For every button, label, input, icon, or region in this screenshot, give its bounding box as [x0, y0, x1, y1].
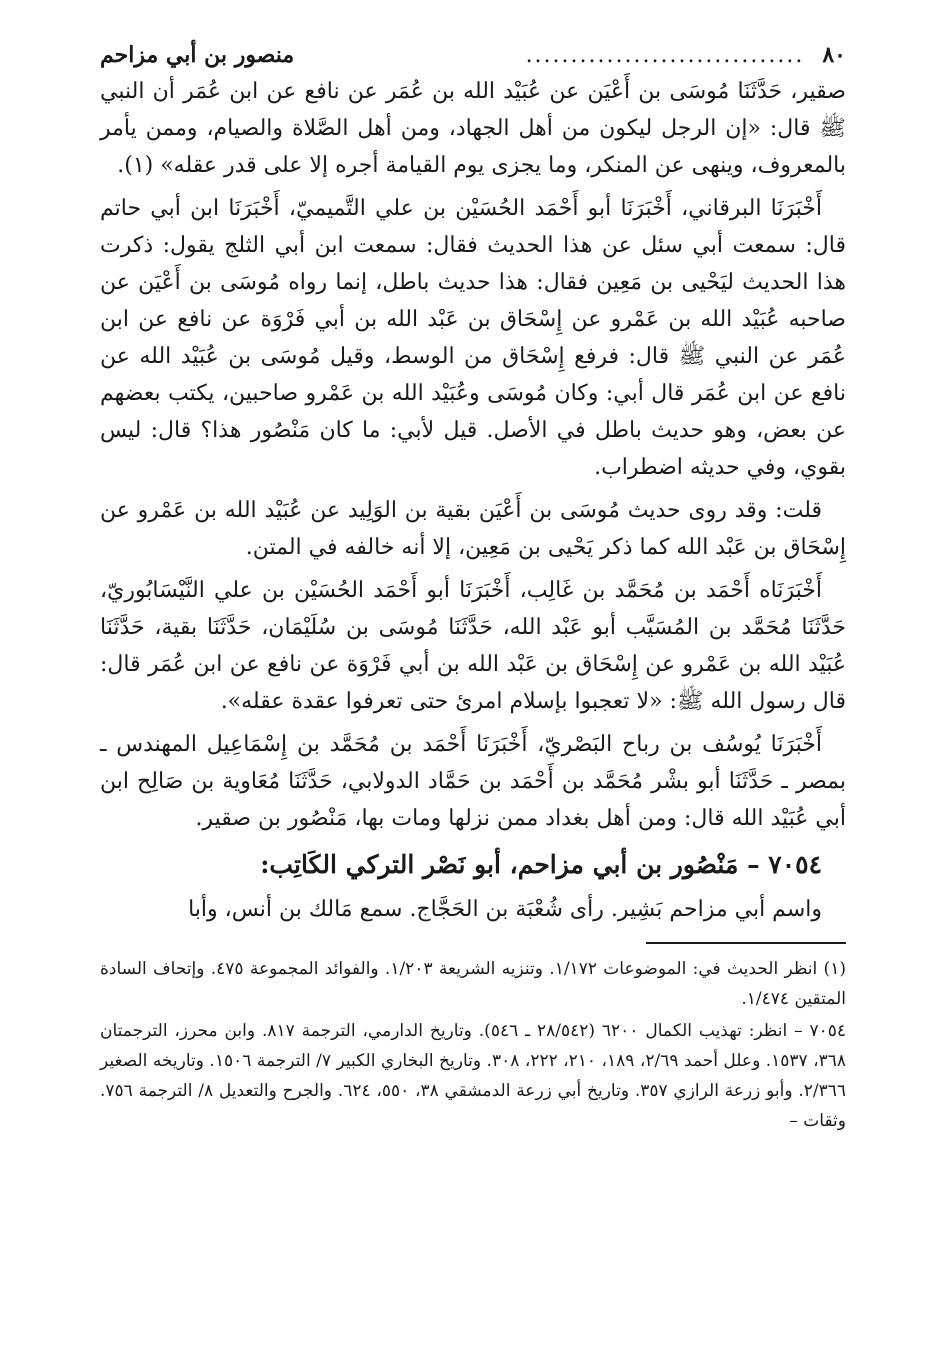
footnote-1: (١) انظر الحديث في: الموضوعات ١/١٧٢. وتنزيه الشريعة ١/٢٠٣. والفوائد المجموعة ٤٧٥. وإتحاف السادة المتقين ١/٤٧٤.: [100, 959, 846, 1009]
entry-text: واسم أبي مزاحم بَشِير. رأى شُعْبَة بن الحَجَّاج. سمع مَالك بن أنس، وأبا: [188, 897, 822, 922]
running-title: منصور بن أبي مزاحم: [100, 42, 295, 68]
running-header: [100, 38, 846, 73]
paragraph-yusuf-report: أَخْبَرَنَا يُوسُف بن رباح البَصْريّ، أَخْبَرَنَا أَحْمَد بن مُحَمَّد بن إِسْمَاعِيل المهندس ـ بمصر ـ حَدَّثَنَا أبو بشْر مُحَمَّد بن أَحْمَد بن حَمَّاد الدولابي، حَدَّثَنَا مُعَاوية بن صَالِح ابن أبي عُبَيْد الله قال: ومن أهل بغداد ممن نزلها ومات بها، مَنْصُور بن صقير.: [100, 732, 846, 831]
footnote-entry-7054: ٧٠٥٤ – انظر: تهذيب الكمال ٦٢٠٠ (٢٨/٥٤٢ ـ ٥٤٦). وتاريخ الدارمي، الترجمة ٨١٧. وابن محرز، الترجمتان ٣٦٨، ١٥٣٧. وعلل أحمد ٢/٦٩، ١٨٩، ٢١٠، ٢٢٢، ٣٠٨. وتاريخ البخاري الكبير ٧/ الترجمة ١٥٠٦. وتاريخه الصغير ٢/٣٦٦. وأبو زرعة الرازي ٣٥٧. وتاريخ أبي زرعة الدمشقي ٣٨، ٥٥٠، ٦٢٤. والجرح والتعديل ٨/ الترجمة ٧٥٦. وثقات –: [100, 1021, 847, 1131]
header-dots: ...............................: [525, 43, 805, 68]
footnote-divider: [646, 942, 846, 944]
paragraph-hadith-continuation: صقير، حَدَّثَنَا مُوسَى بن أَعْيَن عن عُبَيْد الله بن عُمَر عن نافع عن ابن عُمَر أن النبي ﷺ قال: «إن الرجل ليكون من أهل الجهاد، ومن أهل الصَّلاة والصيام، وممن يأمر بالمعروف، وينهى عن المنكر، وما يجزى يوم القيامة أجره إلا على قدر عقله» (١).: [100, 79, 846, 178]
paragraph-author-comment: قلت: وقد روى حديث مُوسَى بن أَعْيَن بقية بن الوَلِيد عن عُبَيْد الله بن عَمْرو عن إِسْحَاق بن عَبْد الله كما ذكر يَحْيى بن مَعِين، إلا أنه خالفه في المتن.: [100, 498, 846, 560]
page-number: ٨٠: [822, 42, 846, 68]
entry-heading: ٧٠٥٤ – مَنْصُور بن أبي مزاحم، أبو نَصْر التركي الكَاتِب:: [260, 850, 822, 879]
main-text: [100, 73, 846, 928]
paragraph-barqani-report: أَخْبَرَنَا البرقاني، أَخْبَرَنَا أبو أَحْمَد الحُسَيْن بن علي التَّميميّ، أَخْبَرَنَا ابن أبي حاتم قال: سمعت أبي سئل عن هذا الحديث فقال: سمعت ابن أبي الثلج يقول: ذكرت هذا الحديث ليَحْيى بن مَعِين فقال: هذا حديث باطل، إنما رواه مُوسَى بن أَعْيَن عن صاحبه عُبَيْد الله بن عَمْرو عن إِسْحَاق بن عَبْد الله بن أبي فَرْوَة عن نافع عن ابن عُمَر عن النبي ﷺ قال: فرفع إِسْحَاق من الوسط، وقيل مُوسَى بن عُبَيْد الله عن نافع عن ابن عُمَر قال أبي: وكان مُوسَى وعُبَيْد الله بن عَمْرو صاحبين، يكتب بعضهم عن بعض، وهو حديث باطل في الأصل. قيل لأبي: ما كان مَنْصُور هذا؟ قال: ليس بقوي، وفي حديثه اضطراب.: [100, 196, 846, 480]
paragraph-ahmad-report: أَخْبَرَنَاه أَحْمَد بن مُحَمَّد بن غَالِب، أَخْبَرَنَا أبو أَحْمَد الحُسَيْن بن علي النَّيْسَابُوريّ، حَدَّثَنَا مُحَمَّد بن المُسَيَّب أبو عَبْد الله، حَدَّثَنَا مُوسَى بن سُلَيْمَان، حَدَّثَنَا بقية، حَدَّثَنَا عُبَيْد الله بن عَمْرو عن إِسْحَاق بن عَبْد الله بن أبي فَرْوَة عن نافع عن ابن عُمَر قال: قال رسول الله ﷺ: «لا تعجبوا بإسلام امرئ حتى تعرفوا عقدة عقله».: [100, 578, 846, 714]
footnotes: [100, 954, 846, 1136]
